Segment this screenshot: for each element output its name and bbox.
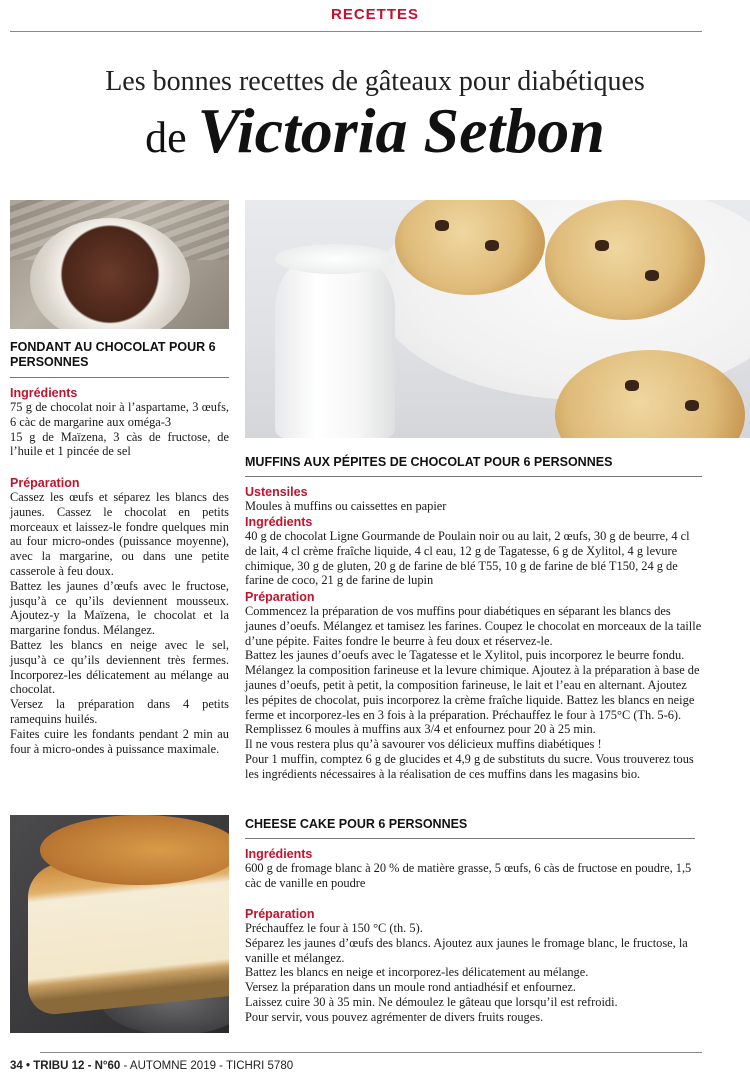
preparation-step: Versez la préparation dans un moule rond antiadhésif et enfournez. [245,980,576,995]
fondant-divider [10,377,229,378]
muffins-ingredients: 40 g de chocolat Ligne Gourmande de Poulain noir ou au lait, 2 œufs, 30 g de beurre, 4 cl de lait, 4 cl crème fraîche liquide, 4 cl eau, 12 g de Tagatesse, 6 g de Xylitol, 4 g levure chimique, 30 g de gluten, 20 g de farine de blé T55, 10 g de farine de blé T150, 24 g de farine de coco, 21 g de farine de lupin [245,529,690,588]
page-title-line1: Les bonnes recettes de gâteaux pour diabétiques [105,66,645,97]
muffins-ustensiles: Moules à muffins ou caissettes en papier [245,499,447,513]
ingredient-line: 15 g de Maïzena, 3 càs de fructose, de l’huile et 1 pincée de sel [10,429,229,459]
cheesecake-preparation [245,921,700,1025]
title-prefix: de [145,113,187,162]
preparation-step: Battez les jaunes d’oeufs avec le Tagatesse et le Xylitol, puis incorporez le beurre fondu. Mélangez la composition farineuse et la levure chimique. Ajoutez à la préparation à base de jaunes d’oeufs, petit à petit, la composition farineuse, le lait et l’eau en alternant. Ajoutez les pépites de chocolat, puis incorporez la crème fraîche liquide. Battez les blancs en neige ferme et incorporez-les en 3 fois à la préparation. Préchauffez le four à 175°C (Th. 5-6). Remplissez 6 moules à muffins aux 3/4 et enfournez pour 20 à 25 min. [245,648,700,737]
cheesecake-ingredients-label: Ingrédients [245,847,313,861]
fondant-photo [10,200,229,329]
section-label: RECETTES [330,6,419,23]
cheesecake-divider [245,838,695,839]
fondant-ingredients-label: Ingrédients [10,386,78,400]
preparation-step: Commencez la préparation de vos muffins pour diabétiques en séparant les blancs des jaunes d’oeufs. Mélangez et tamisez les farines. Coupez le chocolat en morceaux de la taille d’une pépite. Faites fondre le beurre à feu doux et réservez-le. [245,604,702,648]
preparation-step: Il ne vous restera plus qu’à savourer vos délicieux muffins diabétiques ! [245,737,602,752]
muffins-ingredients-label: Ingrédients [245,515,313,529]
fondant-title: FONDANT AU CHOCOLAT POUR 6 PERSONNES [10,340,216,369]
fondant-preparation-label: Préparation [10,476,80,490]
cheesecake-preparation-label: Préparation [245,907,315,921]
muffins-preparation-label: Préparation [245,590,315,604]
preparation-step: Laissez cuire 30 à 35 min. Ne démoulez le gâteau que lorsqu’il est refroidi. [245,994,618,1009]
preparation-step: Pour 1 muffin, comptez 6 g de glucides et 4,9 g de substituts du sucre. Vous trouverez tous les ingrédients nécessaires à la réalisation de ces muffins dans les magasins bio. [245,751,694,781]
muffins-photo [245,200,750,438]
bottom-divider [40,1052,702,1053]
fondant-preparation [10,490,229,756]
top-divider [10,31,702,32]
muffins-ustensiles-label: Ustensiles [245,485,308,499]
issue-number: N°60 [94,1060,121,1072]
preparation-step: Versez la préparation dans 4 petits ramequins huilés. [10,697,229,726]
page-footer: 34 • TRIBU 12 - N°60 - AUTOMNE 2019 - TICHRI 5780 [10,1060,294,1072]
footer-bullet: • [26,1060,31,1072]
issue-season: AUTOMNE 2019 - TICHRI 5780 [129,1060,294,1072]
muffins-divider [245,476,702,477]
preparation-step: Pour servir, vous pouvez agrémenter de divers fruits rouges. [245,1009,544,1024]
preparation-step: Battez les blancs en neige avec le sel, jusqu’à ce qu’ils deviennent très fermes. Incorporez-les délicatement au mélange au chocolat. [10,637,229,697]
fondant-ingredients [10,400,229,459]
page-title-line2 [0,96,750,173]
muffins-preparation [245,604,703,782]
preparation-step: Faites cuire les fondants pendant 2 min au four à micro-ondes à puissance maximale. [10,726,229,756]
page-number: 34 [10,1060,23,1072]
cheesecake-ingredients: 600 g de fromage blanc à 20 % de matière grasse, 5 œufs, 6 càs de fructose en poudre, 1,5 càc de vanille en poudre [245,861,692,890]
ingredient-line: 75 g de chocolat noir à l’aspartame, 3 œufs, 6 càc de margarine aux oméga-3 [10,400,229,429]
preparation-step: Séparez les jaunes d’œufs des blancs. Ajoutez aux jaunes le fromage blanc, le fructose, la vanille et mélangez. [245,935,688,965]
magazine-name: TRIBU 12 [33,1060,85,1072]
muffins-title: MUFFINS AUX PÉPITES DE CHOCOLAT POUR 6 PERSONNES [245,455,613,469]
title-author: Victoria Setbon [197,95,605,166]
preparation-step: Battez les jaunes d’œufs avec le fructose, jusqu’à ce qu’ils deviennent mousseux. Ajoutez-y la Maïzena, le chocolat et la margarine fondus. Mélangez. [10,578,229,638]
preparation-step: Préchauffez le four à 150 °C (th. 5). [245,921,423,935]
preparation-step: Battez les blancs en neige et incorporez-les délicatement au mélange. [245,965,589,980]
cheesecake-photo [10,815,229,1033]
preparation-step: Cassez les œufs et séparez les blancs des jaunes. Cassez le chocolat en petits morceaux et laissez-le fondre quelques min au four micro-ondes (puissance moyenne), avec la margarine, ou dans une petite casserole à feu doux. [10,490,229,578]
cheesecake-title: CHEESE CAKE POUR 6 PERSONNES [245,817,468,831]
